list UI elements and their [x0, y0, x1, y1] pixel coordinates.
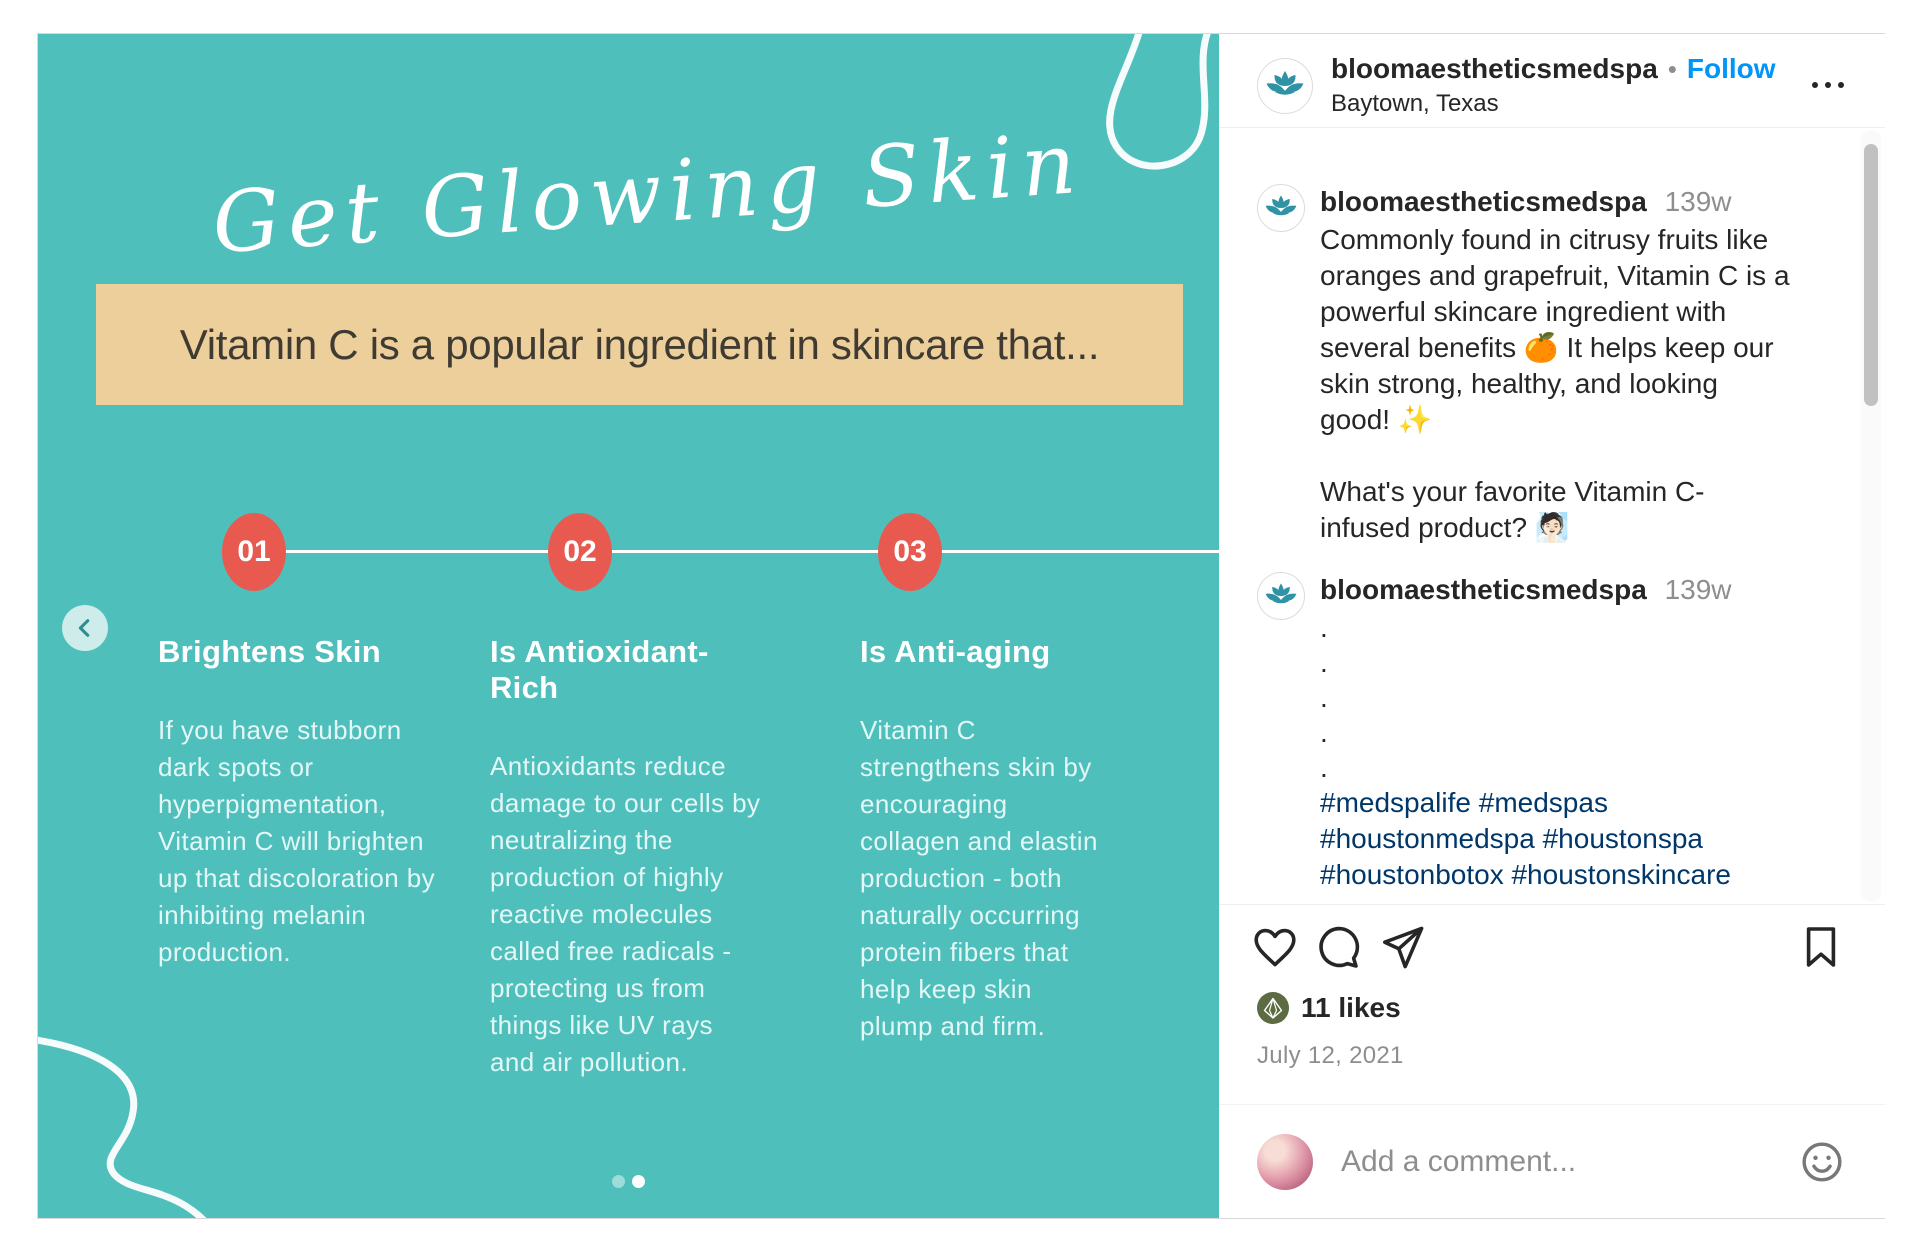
current-user-avatar	[1257, 1134, 1313, 1190]
comment-dot-line: .	[1320, 682, 1328, 713]
ellipsis-icon	[1811, 80, 1845, 90]
previous-slide-button[interactable]	[62, 605, 108, 651]
step-number-badge: 03	[878, 513, 942, 591]
comment-bubble-icon	[1315, 923, 1363, 971]
emoji-button[interactable]	[1799, 1139, 1845, 1185]
heart-icon	[1251, 923, 1299, 971]
step-heading: Brightens Skin	[158, 634, 381, 669]
comment-dot-line: .	[1320, 612, 1328, 643]
step-heading: Is Antioxidant-Rich	[490, 634, 709, 705]
comment-button[interactable]	[1315, 923, 1363, 971]
comment-timestamp: 139w	[1664, 574, 1732, 605]
comment-username[interactable]: bloomaestheticsmedspa	[1320, 186, 1647, 217]
caption-comment	[1257, 184, 1805, 546]
liker-avatar-rose-icon	[1257, 992, 1289, 1024]
bookmark-icon	[1797, 923, 1845, 971]
hashtag-links[interactable]: #medspalife #medspas #houstonmedspa #houstonspa #houstonbotox #houstonskincare	[1320, 787, 1731, 890]
comment-text: Commonly found in citrusy fruits like oranges and grapefruit, Vitamin C is a powerful skincare ingredient with several benefits 🍊 It helps keep our skin strong, healthy, and looking good! ✨	[1320, 224, 1790, 435]
post-header	[1219, 34, 1885, 128]
post-location[interactable]: Baytown, Texas	[1331, 90, 1499, 117]
comment-dot-line: .	[1320, 717, 1328, 748]
comment-dot-line: .	[1320, 752, 1328, 783]
comments-list[interactable]	[1219, 128, 1885, 904]
step-column	[490, 634, 762, 1081]
carousel-dots	[38, 1175, 1219, 1188]
paper-plane-icon	[1379, 923, 1427, 971]
step-body: If you have stubborn dark spots or hyperpigmentation, Vitamin C will brighten up that discoloration by inhibiting melanin production.	[158, 715, 435, 967]
comment-username[interactable]: bloomaestheticsmedspa	[1320, 574, 1647, 605]
likes-row[interactable]	[1257, 992, 1401, 1024]
comment-text: What's your favorite Vitamin C-infused product? 🧖🏻	[1320, 476, 1705, 543]
comments-scrollbar[interactable]	[1861, 130, 1881, 902]
section-divider	[1219, 904, 1885, 905]
hashtag-comment	[1257, 572, 1805, 893]
follow-button[interactable]: Follow	[1686, 53, 1776, 84]
comment-input[interactable]	[1339, 1144, 1773, 1180]
likes-count[interactable]: 11 likes	[1301, 992, 1401, 1023]
post-image	[38, 34, 1219, 1218]
more-options-button[interactable]	[1805, 72, 1851, 99]
share-button[interactable]	[1379, 923, 1427, 971]
action-bar	[1219, 923, 1885, 971]
avatar[interactable]	[1257, 58, 1313, 114]
comment-timestamp: 139w	[1664, 186, 1732, 217]
carousel-dot-1[interactable]	[612, 1175, 625, 1188]
smiley-icon	[1799, 1139, 1845, 1185]
header-text	[1331, 53, 1787, 118]
post-detail-panel	[1219, 34, 1885, 1218]
step-heading: Is Anti-aging	[860, 634, 1051, 669]
step-body: Antioxidants reduce damage to our cells by neutralizing the production of highly reactive molecules called free radicals - protecting us from things like UV rays and air pollution.	[490, 751, 761, 1077]
post-username[interactable]: bloomaestheticsmedspa	[1331, 53, 1658, 84]
post-modal	[37, 33, 1885, 1219]
avatar[interactable]	[1257, 184, 1305, 232]
separator-dot: •	[1667, 53, 1677, 84]
step-number-badge: 02	[548, 513, 612, 591]
scrollbar-thumb[interactable]	[1864, 144, 1878, 406]
add-comment-row	[1219, 1104, 1885, 1218]
avatar[interactable]	[1257, 572, 1305, 620]
lotus-logo-icon	[1261, 576, 1301, 616]
comment-dot-line: .	[1320, 647, 1328, 678]
post-date: July 12, 2021	[1257, 1042, 1404, 1069]
timeline-line	[254, 550, 1219, 553]
step-column	[860, 634, 1110, 1045]
lotus-logo-icon	[1261, 62, 1309, 110]
like-button[interactable]	[1251, 923, 1299, 971]
save-button[interactable]	[1797, 923, 1845, 971]
image-banner-text: Vitamin C is a popular ingredient in skincare that...	[179, 320, 1100, 368]
step-column	[158, 634, 443, 971]
chevron-left-icon	[74, 617, 96, 639]
lotus-logo-icon	[1261, 188, 1301, 228]
step-number-badge: 01	[222, 513, 286, 591]
carousel-dot-2-active[interactable]	[632, 1175, 645, 1188]
step-body: Vitamin C strengthens skin by encouraging collagen and elastin production - both naturally occurring protein fibers that help keep skin plump and firm.	[860, 715, 1098, 1041]
image-script-title: Get Glowing Skin	[209, 113, 1087, 273]
image-banner	[96, 284, 1183, 405]
